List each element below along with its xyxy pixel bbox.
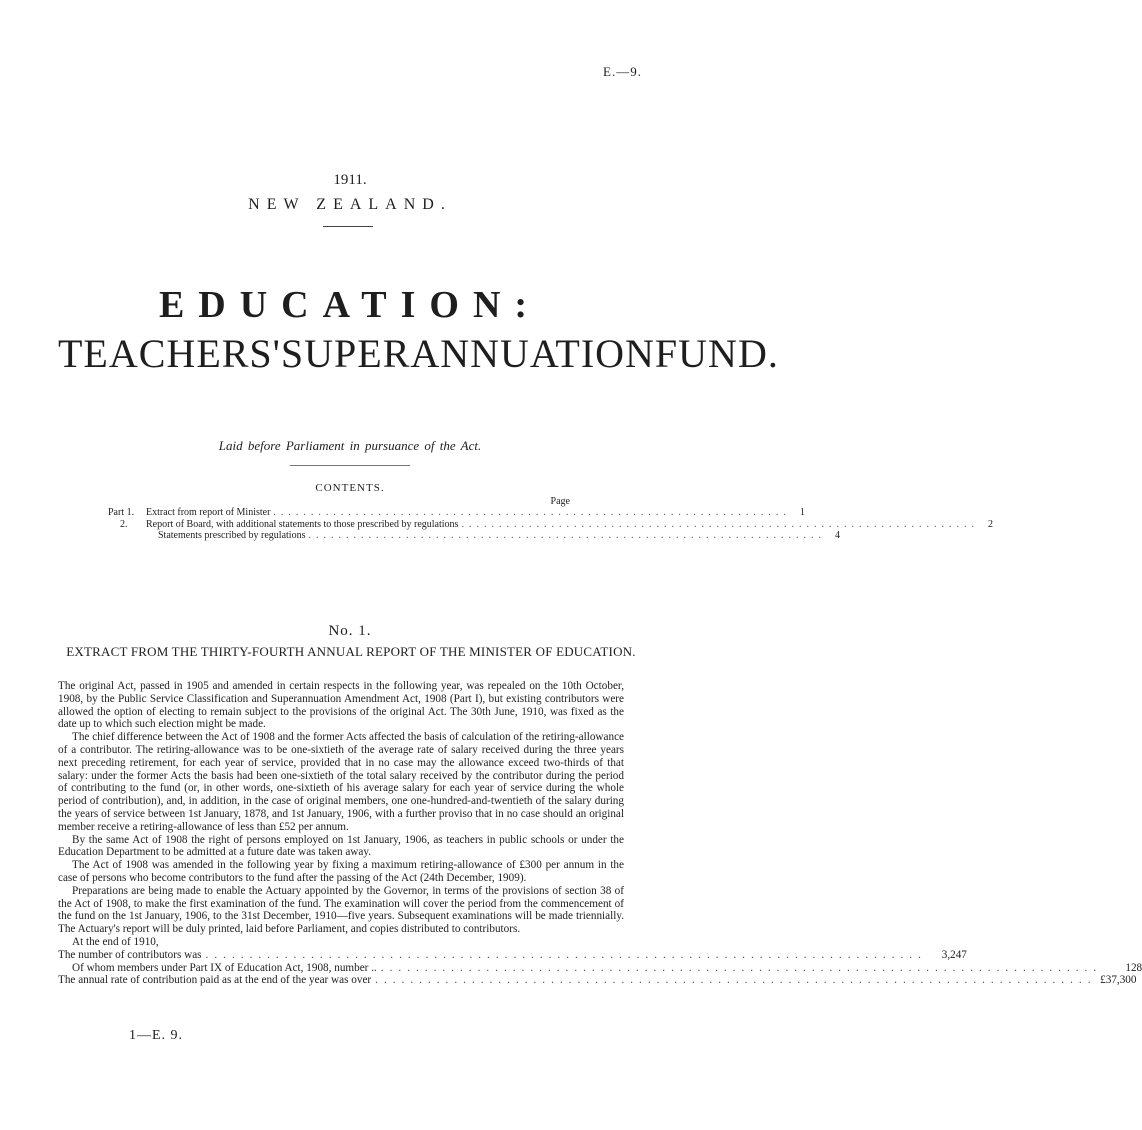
subtitle-word: SUPERANNUATION xyxy=(280,331,655,376)
main-title: EDUCATION: xyxy=(158,284,542,326)
contents-page: 4 xyxy=(834,530,840,541)
statistic-value: £37,300 xyxy=(1100,974,1137,987)
report-body xyxy=(58,680,1142,987)
contents-page: 2 xyxy=(987,518,993,530)
contents-table xyxy=(108,496,993,542)
contents-part: Part 1. xyxy=(108,507,135,518)
contents-text: Statements prescribed by regulations xyxy=(158,530,306,541)
paragraph: At the end of 1910, xyxy=(72,935,159,948)
section-number: No. 1. xyxy=(328,623,372,639)
paragraph: By the same Act of 1908 the right of persons employed on 1st January, 1906, as teachers in public schools or under the Education Department to be admitted at a future date was taken away. xyxy=(58,833,624,859)
leader-dots: .................................................................................. xyxy=(380,961,1103,974)
subtitle xyxy=(58,330,779,377)
statistic-row xyxy=(58,948,967,962)
contents-text: Report of Board, with additional statements to those prescribed by regulations xyxy=(146,518,459,530)
leader-dots: .................................................................................. xyxy=(205,948,927,961)
contents-heading: CONTENTS. xyxy=(315,482,385,494)
statistic-row xyxy=(58,974,1137,987)
contents-item xyxy=(108,518,993,531)
country-heading: NEW ZEALAND. xyxy=(248,196,452,213)
divider xyxy=(290,465,410,466)
paragraph: The original Act, passed in 1905 and amended in certain respects in the following year, was repealed on the 10th October, 1908, by the Public Service Classification and Superannuation Amendment Act, 1908 (Part I), but existing contributors were allowed the option of electing to remain subject to the provisions of the original Act. The 30th June, 1910, was fixed as the date up to which such election might be made. xyxy=(58,680,624,731)
divider xyxy=(323,226,373,227)
statistic-label: The annual rate of contribution paid as at the end of the year was over xyxy=(58,974,372,987)
paragraph: Preparations are being made to enable the Actuary appointed by the Governor, in terms of the provisions of section 38 of the Act of 1908, to make the first examination of the fund. The examination will cover the period from the commencement of the fund on the 1st January, 1906, to the 31st December, 1910—five years. Subsequent examinations will be made triennially. The Actuary's report will be duly printed, laid before Parliament, and copies distributed to contributors. xyxy=(58,884,624,936)
statistic-row xyxy=(58,961,1142,975)
contents-item xyxy=(108,530,840,542)
leader-dots: ..................................................................... xyxy=(273,507,791,518)
contents-page: 1 xyxy=(799,507,805,518)
leader-dots: .................................................................................. xyxy=(375,974,1097,987)
statistic-label: Of whom members under Part IX of Education Act, 1908, number .. xyxy=(72,961,377,974)
statistic-value: 128 xyxy=(1125,961,1142,974)
statistic-label: The number of contributors was xyxy=(58,948,202,961)
page-signature: 1—E. 9. xyxy=(129,1028,184,1043)
paragraph: The chief difference between the Act of 1908 and the former Acts affected the basis of calculation of the retiring-allowance of a contributor. The retiring-allowance was to be one-sixtieth of the average rate of salary received during the three years next preceding retirement, for each year of service, provided that in no case may the allowance exceed two-thirds of that salary: under the former Acts the basis had been one-sixtieth of the total salary received by the contributor during the period of contributing to the fund (or, in other words, one-sixtieth of his average salary for each year of service during the whole period of contribution), and, in addition, in the case of original members, one one-hundred-and-twentieth of the salary during the years of service between 1st January, 1878, and 1st January, 1906, with a further proviso that in no case should an original member receive a retiring-allowance of less than £52 per annum. xyxy=(58,731,624,833)
statistic-value: 3,247 xyxy=(941,948,967,961)
subtitle-word: FUND. xyxy=(654,331,779,376)
page-column-label: Page xyxy=(550,496,570,507)
leader-dots: ..................................................................... xyxy=(461,518,979,530)
contents-part: 2. xyxy=(120,518,128,530)
leader-dots: ..................................................................... xyxy=(308,530,826,541)
laid-before-notice: Laid before Parliament in pursuance of the Act. xyxy=(218,438,482,453)
contents-text: Extract from report of Minister xyxy=(146,507,271,518)
subtitle-word: TEACHERS' xyxy=(58,331,281,376)
year: 1911. xyxy=(333,172,367,188)
paragraph: The Act of 1908 was amended in the following year by fixing a maximum retiring-allowance of £300 per annum in the case of persons who become contributors to the fund after the passing of the Act (24th December, 1909). xyxy=(58,859,624,884)
document-reference: E.—9. xyxy=(603,64,642,79)
section-heading: EXTRACT FROM THE THIRTY-FOURTH ANNUAL REPORT OF THE MINISTER OF EDUCATION. xyxy=(66,644,636,659)
contents-item xyxy=(108,507,805,519)
